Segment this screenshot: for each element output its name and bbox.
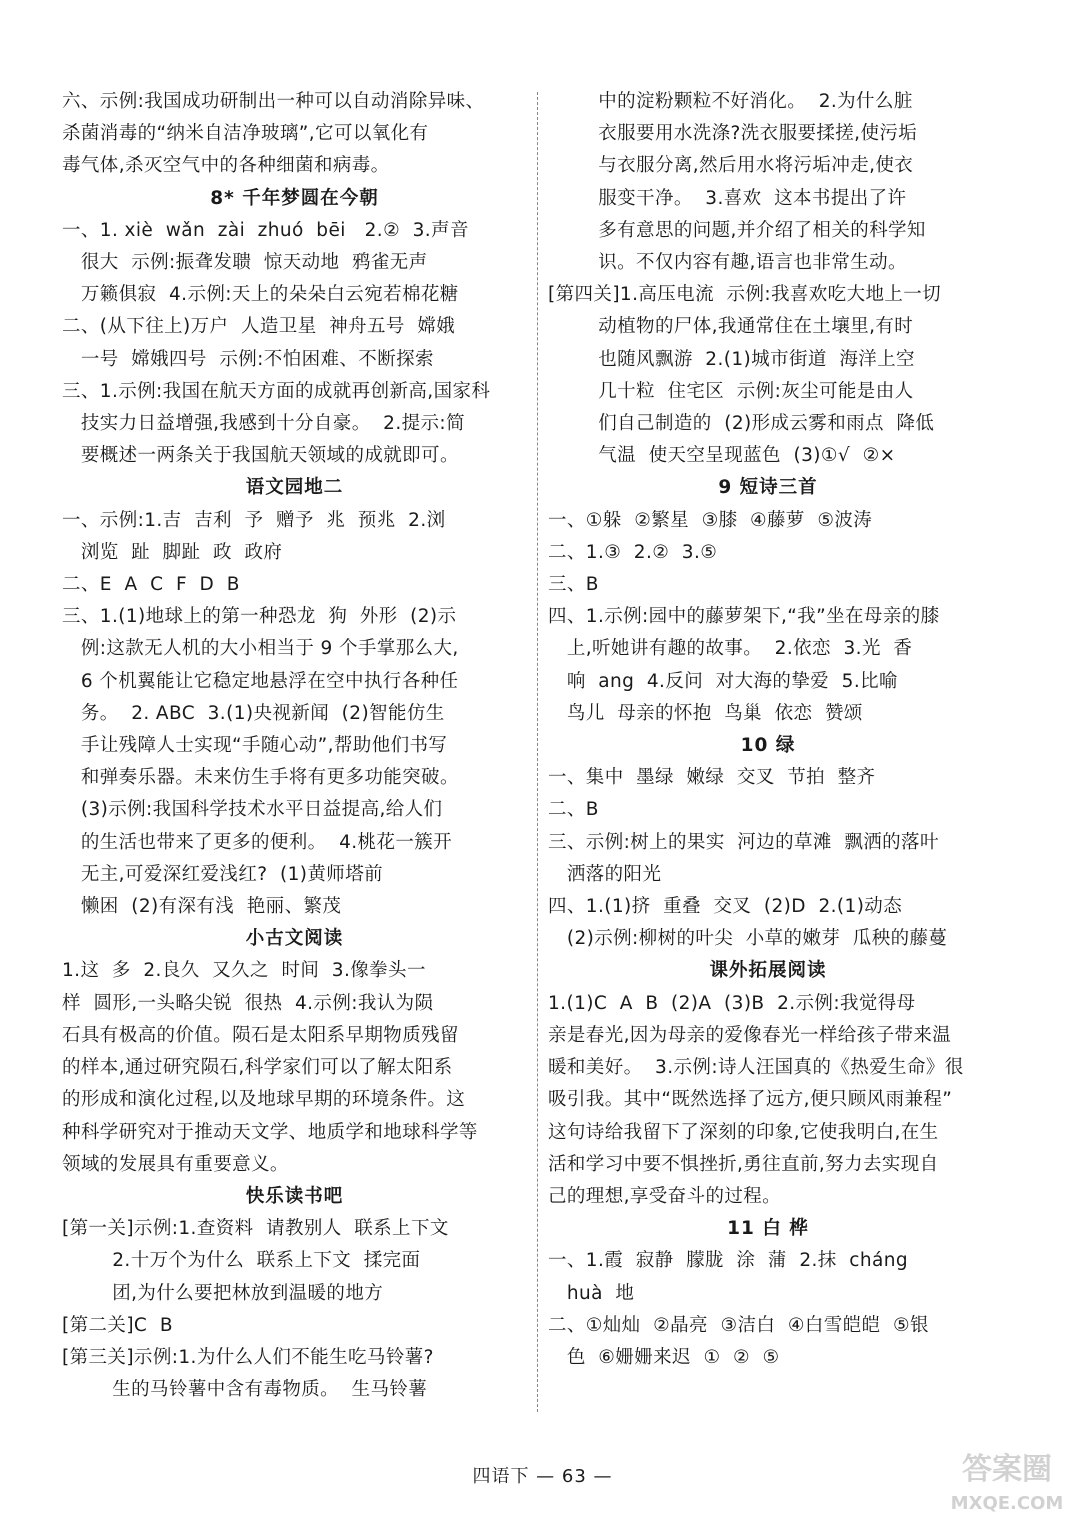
answer-line: 与衣服分离,然后用水将污垢冲走,使衣 xyxy=(548,155,914,177)
answer-line: 6 个机翼能让它稳定地悬浮在空中执行各种任 xyxy=(62,670,459,692)
answer-line: 很大 示例:振聋发聩 惊天动地 鸦雀无声 xyxy=(62,252,428,274)
answer-line: 2.十万个为什么 联系上下文 揉完面 xyxy=(62,1250,421,1272)
answer-line: 1.(1)C A B (2)A (3)B 2.示例:我觉得母 xyxy=(548,992,916,1014)
answer-line: 气温 使天空呈现蓝色 (3)①√ ②× xyxy=(548,445,896,467)
answer-line: 领域的发展具有重要意义。 xyxy=(62,1153,289,1175)
answer-line: 的形成和演化过程,以及地球早期的环境条件。这 xyxy=(62,1089,466,1111)
answer-line: 和弹奏乐器。未来仿生手将有更多功能突破。 xyxy=(62,767,459,789)
answer-line: (3)示例:我国科学技术水平日益提高,给人们 xyxy=(62,799,443,821)
answer-line: 衣服要用水洗涤?洗衣服要揉搓,使污垢 xyxy=(548,123,918,145)
answer-line: 种科学研究对于推动天文学、地质学和地球科学等 xyxy=(62,1121,478,1143)
answer-line: 一、1.霞 寂静 朦胧 涂 蒲 2.抹 cháng xyxy=(548,1250,908,1272)
answer-line: 六、示例:我国成功研制出一种可以自动消除异味、 xyxy=(62,91,485,112)
section-heading: 快乐读书吧 xyxy=(245,1185,344,1207)
answer-line: 一、1. xiè wǎn zài zhuó bēi 2.② 3.声音 xyxy=(62,219,469,241)
watermark-logo xyxy=(937,1448,1077,1528)
answer-line: 中的淀粉颗粒不好消化。 2.为什么脏 xyxy=(548,91,913,112)
column-divider xyxy=(537,92,538,1412)
answer-line: 亲是春光,因为母亲的爱像春光一样给孩子带来温 xyxy=(548,1024,952,1046)
answer-line: 万籁俱寂 4.示例:天上的朵朵白云宛若棉花糖 xyxy=(62,284,459,306)
answer-line: 1.这 多 2.良久 又久之 时间 3.像拳头一 xyxy=(62,960,426,982)
answer-line: [第一关]示例:1.查资料 请教别人 联系上下文 xyxy=(62,1218,449,1240)
watermark-title: 答案圈 xyxy=(962,1452,1052,1487)
answer-line: 这句诗给我留下了深刻的印象,它使我明白,在生 xyxy=(548,1121,939,1143)
section-heading: 课外拓展阅读 xyxy=(709,960,827,982)
answer-line: 吸引我。其中“既然选择了远方,便只顾风雨兼程” xyxy=(548,1089,953,1111)
answer-line: 样 圆形,一头略尖锐 很热 4.示例:我认为陨 xyxy=(62,992,434,1014)
answer-line: 例:这款无人机的大小相当于 9 个手掌那么大, xyxy=(62,638,459,660)
answer-line: 一、①躲 ②繁星 ③膝 ④藤萝 ⑤波涛 xyxy=(548,509,873,531)
answer-line: 石具有极高的价值。陨石是太阳系早期物质残留 xyxy=(62,1024,459,1046)
answer-line: 二、E A C F D B xyxy=(62,574,240,596)
answer-line: 浏览 趾 脚趾 政 政府 xyxy=(62,541,283,563)
section-heading: 11 白 桦 xyxy=(727,1218,809,1240)
answer-line: (2)示例:柳树的叶尖 小草的嫩芽 瓜秧的藤蔓 xyxy=(548,928,948,950)
answer-line: 响 ang 4.反问 对大海的挚爱 5.比喻 xyxy=(548,670,898,692)
answer-line: 识。不仅内容有趣,语言也非常生动。 xyxy=(548,252,907,274)
answer-line: 三、B xyxy=(548,574,599,596)
answer-line: 三、1.(1)地球上的第一种恐龙 狗 外形 (2)示 xyxy=(62,606,457,628)
section-heading: 8* 千年梦圆在今朝 xyxy=(210,187,379,209)
answer-line: 技实力日益增强,我感到十分自豪。 2.提示:简 xyxy=(62,413,465,435)
answer-line: 杀菌消毒的“纳米自洁净玻璃”,它可以氧化有 xyxy=(62,123,429,145)
answer-line: 四、1.(1)挤 重叠 交叉 (2)D 2.(1)动态 xyxy=(548,896,903,918)
watermark-url: MXQE.COM xyxy=(950,1493,1064,1514)
answer-line: [第三关]示例:1.为什么人们不能生吃马铃薯? xyxy=(62,1346,434,1368)
answer-line: 二、B xyxy=(548,799,599,821)
answer-line: 毒气体,杀灭空气中的各种细菌和病毒。 xyxy=(62,155,390,177)
answer-line: [第二关]C B xyxy=(62,1314,173,1336)
answer-line: 也随风飘游 2.(1)城市街道 海洋上空 xyxy=(548,348,915,370)
answer-line: 几十粒 住宅区 示例:灰尘可能是由人 xyxy=(548,380,914,402)
answer-line: 二、1.③ 2.② 3.⑤ xyxy=(548,541,718,563)
answer-line: 的样本,通过研究陨石,科学家们可以了解太阳系 xyxy=(62,1057,453,1079)
answer-line: 动植物的尸体,我通常住在土壤里,有时 xyxy=(548,316,914,338)
answer-line: 四、1.示例:园中的藤萝架下,“我”坐在母亲的膝 xyxy=(548,606,940,628)
answer-line: [第四关]1.高压电流 示例:我喜欢吃大地上一切 xyxy=(548,284,942,306)
answer-line: 己的理想,享受奋斗的过程。 xyxy=(548,1185,782,1207)
answer-line: 无主,可爱深红爱浅红? (1)黄师塔前 xyxy=(62,863,384,885)
answer-line: 一号 嫦娥四号 示例:不怕困难、不断探索 xyxy=(62,348,434,370)
answer-line: 三、1.示例:我国在航天方面的成就再创新高,国家科 xyxy=(62,380,491,402)
answer-line: 二、①灿灿 ②晶亮 ③洁白 ④白雪皑皑 ⑤银 xyxy=(548,1314,929,1336)
answer-line: 团,为什么要把林放到温暖的地方 xyxy=(62,1282,384,1304)
answer-line: 一、集中 墨绿 嫩绿 交叉 节拍 整齐 xyxy=(548,767,876,789)
answer-line: 们自己制造的 (2)形成云雾和雨点 降低 xyxy=(548,413,935,435)
section-heading: 语文园地二 xyxy=(245,477,344,499)
right-column xyxy=(548,86,988,1374)
answer-line: 服变干净。 3.喜欢 这本书提出了许 xyxy=(548,187,907,209)
answer-line: 二、(从下往上)万户 人造卫星 神舟五号 嫦娥 xyxy=(62,316,456,338)
answer-line: 多有意思的问题,并介绍了相关的科学知 xyxy=(548,219,926,241)
answer-line: 懒困 (2)有深有浅 艳丽、繁茂 xyxy=(62,896,342,918)
answer-line: 色 ⑥姗姗来迟 ① ② ⑤ xyxy=(548,1346,780,1368)
answer-line: 的生活也带来了更多的便利。 4.桃花一簇开 xyxy=(62,831,453,853)
answer-line: 活和学习中要不惧挫折,勇往直前,努力去实现自 xyxy=(548,1153,939,1175)
answer-line: 三、示例:树上的果实 河边的草滩 飘洒的落叶 xyxy=(548,831,939,853)
answer-line: 要概述一两条关于我国航天领域的成就即可。 xyxy=(62,445,459,467)
answer-line: 手让残障人士实现“手随心动”,帮助他们书写 xyxy=(62,735,448,757)
section-heading: 小古文阅读 xyxy=(245,928,344,950)
section-heading: 9 短诗三首 xyxy=(718,477,818,499)
answer-line: 暖和美好。 3.示例:诗人汪国真的《热爱生命》很 xyxy=(548,1057,964,1079)
page-footer: 四语下 — 63 — xyxy=(472,1466,613,1487)
answer-line: 务。 2. ABC 3.(1)央视新闻 (2)智能仿生 xyxy=(62,702,445,724)
left-column xyxy=(62,86,527,1406)
answer-line: 洒落的阳光 xyxy=(548,863,662,885)
section-heading: 10 绿 xyxy=(740,735,796,757)
answer-line: 鸟儿 母亲的怀抱 鸟巢 依恋 赞颂 xyxy=(548,702,863,724)
answer-line: huà 地 xyxy=(548,1282,635,1304)
answer-line: 上,听她讲有趣的故事。 2.依恋 3.光 香 xyxy=(548,638,913,660)
answer-line: 一、示例:1.吉 吉利 予 赠予 兆 预兆 2.浏 xyxy=(62,509,446,531)
answer-line: 生的马铃薯中含有毒物质。 生马铃薯 xyxy=(62,1379,428,1401)
